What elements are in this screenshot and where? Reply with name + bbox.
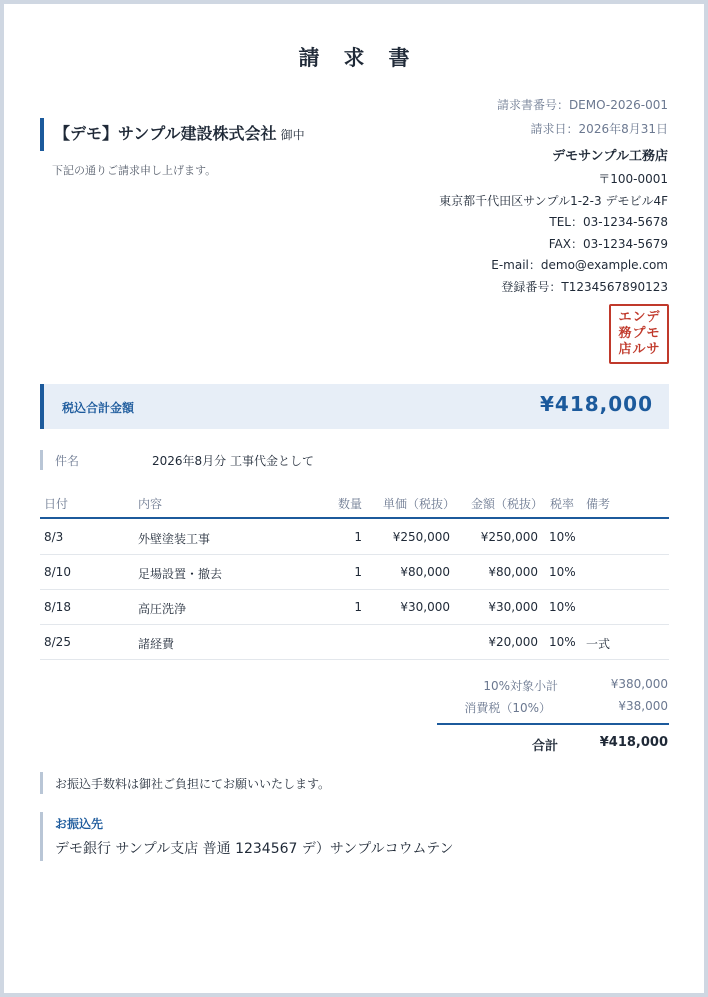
row-2-unit-price: ¥80,000	[400, 565, 450, 579]
tax-value: ¥38,000	[618, 699, 668, 713]
client-accent-bar	[40, 118, 44, 151]
summary-rule	[437, 723, 669, 725]
issuer-address: 東京都千代田区サンプル1-2-3 デモビル4F	[439, 194, 668, 208]
row-2-qty: 1	[354, 565, 362, 579]
fee-note: お振込手数料は御社ご負担にてお願いいたします。	[55, 777, 331, 791]
stamp-column: デ モ サ	[646, 310, 660, 357]
bank-accent-bar	[40, 812, 43, 861]
row-2-content: 足場設置・撤去	[138, 567, 223, 581]
invoice-number: 請求書番号：DEMO-2026-001	[496, 98, 668, 112]
issuer-registration: 登録番号：T1234567890123	[501, 280, 668, 294]
header-tax-rate: 税率	[550, 497, 575, 511]
row-4-tax-rate: 10%	[549, 635, 576, 649]
row-2-date: 8/10	[44, 565, 71, 579]
grand-total-value: ¥418,000	[599, 735, 668, 750]
row-4-remarks: 一式	[586, 637, 611, 651]
row-4-amount: ¥20,000	[488, 635, 538, 649]
row-4-content: 諸経費	[138, 637, 175, 651]
subtotal-label: 10%対象小計	[483, 679, 558, 693]
stamp-column: ン プ ル	[632, 310, 646, 357]
header-content: 内容	[138, 497, 163, 511]
row-1-content: 外壁塗装工事	[138, 532, 211, 546]
bank-account: デモ銀行 サンプル支店 普通 1234567 デ）サンプルコウムテン	[55, 841, 454, 857]
row-3-qty: 1	[354, 600, 362, 614]
header-unit-price: 単価（税抜）	[383, 497, 456, 511]
issuer-postal: 〒100-0001	[598, 172, 668, 186]
row-3-date: 8/18	[44, 600, 71, 614]
note-accent-bar	[40, 772, 43, 794]
header-qty: 数量	[338, 497, 363, 511]
row-4-date: 8/25	[44, 635, 71, 649]
client-block	[54, 121, 305, 144]
row-1-date: 8/3	[44, 530, 64, 544]
row-2-amount: ¥80,000	[488, 565, 538, 579]
invoice-page	[4, 4, 704, 993]
row-divider	[40, 589, 669, 590]
issuer-fax: FAX：03-1234-5679	[548, 237, 668, 251]
row-3-amount: ¥30,000	[488, 600, 538, 614]
header-date: 日付	[44, 497, 69, 511]
header-amount: 金額（税抜）	[471, 497, 544, 511]
company-seal-stamp	[609, 304, 669, 364]
row-3-content: 高圧洗浄	[138, 602, 187, 616]
subject-value: 2026年8月分 工事代金として	[152, 454, 314, 468]
stamp-column: エ 務 店	[618, 310, 632, 357]
row-divider	[40, 624, 669, 625]
subtotal-value: ¥380,000	[610, 677, 668, 691]
row-3-tax-rate: 10%	[549, 600, 576, 614]
total-amount-box	[40, 384, 669, 429]
grand-total-label: 合計	[531, 739, 558, 754]
client-name: 【デモ】サンプル建設株式会社	[54, 124, 277, 143]
row-1-unit-price: ¥250,000	[392, 530, 450, 544]
row-divider	[40, 659, 669, 660]
tax-label: 消費税（10%）	[464, 701, 551, 715]
issuer-tel: TEL：03-1234-5678	[549, 215, 668, 229]
row-1-qty: 1	[354, 530, 362, 544]
row-1-amount: ¥250,000	[480, 530, 538, 544]
document-title: 請求書	[298, 46, 434, 70]
total-value: ¥418,000	[539, 392, 653, 416]
invoice-date: 請求日：2026年8月31日	[530, 122, 668, 136]
subject-label: 件名	[55, 454, 80, 468]
row-3-unit-price: ¥30,000	[400, 600, 450, 614]
header-remarks: 備考	[586, 497, 611, 511]
total-label: 税込合計金額	[62, 401, 135, 415]
row-1-tax-rate: 10%	[549, 530, 576, 544]
table-header-rule	[40, 517, 669, 519]
client-honorific: 御中	[280, 128, 305, 142]
greeting-text: 下記の通りご請求申し上げます。	[52, 164, 217, 177]
subject-accent-bar	[40, 450, 43, 470]
issuer-email: E-mail：demo@example.com	[491, 258, 668, 272]
row-2-tax-rate: 10%	[549, 565, 576, 579]
bank-title: お振込先	[55, 817, 104, 831]
row-divider	[40, 554, 669, 555]
issuer-company: デモサンプル工務店	[552, 149, 668, 164]
